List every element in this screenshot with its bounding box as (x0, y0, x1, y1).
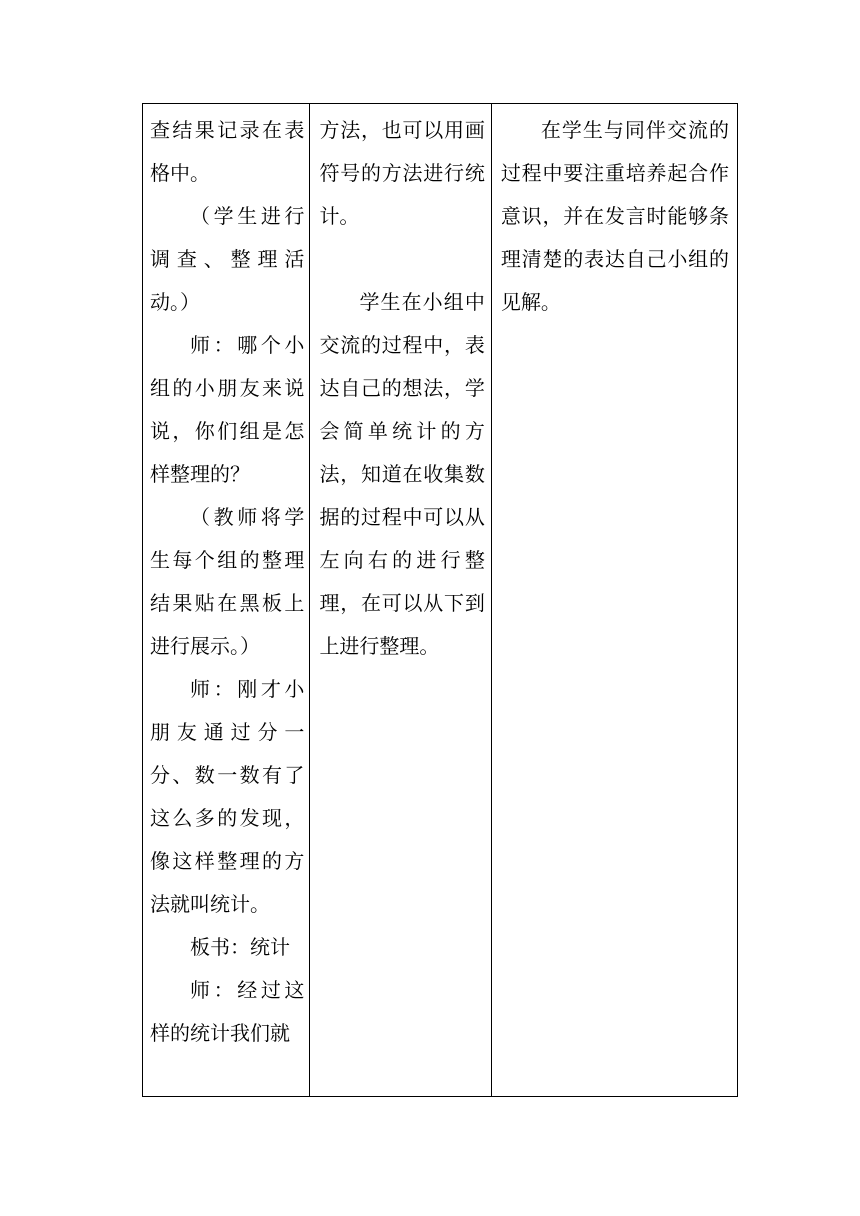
cell-paragraph: 在学生与同伴交流的过程中要注重培养起合作意识，并在发言时能够条理清楚的表达自己小组的见解。 (500, 118, 729, 314)
cell-paragraph: 师：经过这样的统计我们就 (150, 978, 305, 1045)
cell-paragraph: （教师将学生每个组的整理结果贴在黑板上进行展示。） (150, 505, 305, 658)
cell-paragraph: 查结果记录在表格中。 (150, 118, 305, 185)
paragraph-spacer (319, 238, 484, 281)
cell-paragraph: （学生进行调查、整理活动。） (150, 204, 305, 314)
cell-paragraph: 方法，也可以用画符号的方法进行统计。 (319, 118, 485, 228)
design-intent-column (491, 104, 737, 1096)
teaching-process-column (143, 104, 309, 1096)
lesson-plan-table (142, 103, 738, 1097)
cell-paragraph: 学生在小组中交流的过程中，表达自己的想法，学会简单统计的方法，知道在收集数据的过程中可以从左向右的进行整理，在可以从下到上进行整理。 (319, 290, 485, 658)
cell-paragraph: 师：刚才小朋友通过分一分、数一数有了这么多的发现，像这样整理的方法就叫统计。 (150, 677, 305, 916)
cell-paragraph: 板书：统计 (190, 935, 290, 959)
cell-paragraph: 师：哪个小组的小朋友来说说，你们组是怎样整理的？ (150, 333, 305, 486)
student-activity-column (309, 104, 490, 1096)
